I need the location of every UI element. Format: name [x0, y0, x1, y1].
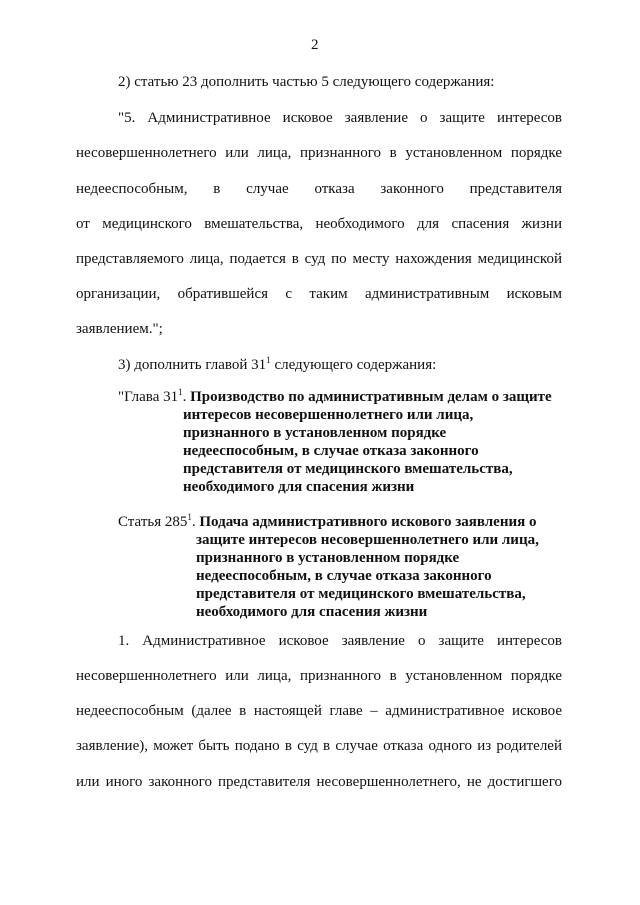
article-title: Подача административного искового заявления о: [199, 514, 537, 530]
article-title-line: представителя от медицинского вмешательства,: [196, 586, 526, 602]
article-heading: Статья $285^1$. Подача административного искового заявления о: [118, 512, 537, 530]
para5-line: "5. Административное исковое заявление о защите интересов: [118, 110, 562, 126]
para5-line: представляемого лица, подается в суд по месту нахождения медицинской: [76, 251, 562, 267]
article-title-line: признанного в установленном порядке: [196, 550, 460, 566]
para1-line: недееспособным (далее в настоящей главе – административное исковое: [76, 703, 562, 719]
chapter-title-line: интересов несовершеннолетнего или лица,: [183, 407, 474, 423]
para5-line: заявлением.";: [76, 321, 163, 337]
article-title-line: недееспособным, в случае отказа законного: [196, 568, 492, 584]
para5-line: организации, обратившейся с таким административным исковым: [76, 286, 562, 302]
chapter-title-line: необходимого для спасения жизни: [183, 479, 415, 495]
article-title-line: необходимого для спасения жизни: [196, 604, 428, 620]
chapter-heading: "Глава $31^1$. Производство по административным делам о защите: [118, 387, 552, 405]
chapter-title: Производство по административным делам о защите: [190, 389, 552, 405]
para5-line: недееспособным, в случае отказа законного представителя: [76, 181, 562, 197]
para1-line: или иного законного представителя несовершеннолетнего, не достигшего: [76, 774, 562, 790]
article-title-line: защите интересов несовершеннолетнего или лица,: [196, 532, 539, 548]
para5-line: несовершеннолетнего или лица, признанного в установленном порядке: [76, 145, 562, 161]
para1-line: заявление), может быть подано в суд в случае отказа одного из родителей: [76, 738, 562, 754]
item-2-text: 2) статью 23 дополнить частью 5 следующего содержания:: [118, 74, 495, 90]
para1-line: несовершеннолетнего или лица, признанного в установленном порядке: [76, 668, 562, 684]
item-3-text: 3) дополнить главой $31^1$ следующего содержания:: [118, 355, 437, 373]
chapter-title-line: недееспособным, в случае отказа законного: [183, 443, 479, 459]
chapter-title-line: представителя от медицинского вмешательства,: [183, 461, 513, 477]
page-number: 2: [311, 37, 319, 53]
para1-line: 1. Административное исковое заявление о защите интересов: [118, 633, 562, 649]
para5-line: от медицинского вмешательства, необходимого для спасения жизни: [76, 216, 562, 232]
chapter-title-line: признанного в установленном порядке: [183, 425, 447, 441]
